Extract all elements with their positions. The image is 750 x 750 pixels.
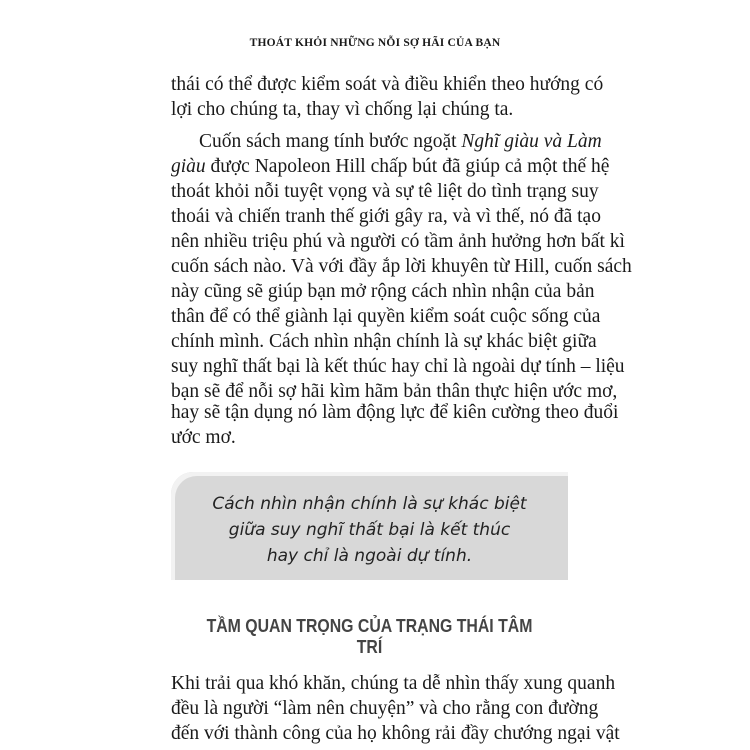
running-header: THOÁT KHỎI NHỮNG NỖI SỢ HÃI CỦA BẠN (249, 37, 501, 49)
book-title-italic: giàu (171, 156, 206, 177)
body-line: hay sẽ tận dụng nó làm động lực để kiên cường theo đuổi (171, 402, 619, 423)
body-line: ước mơ. (171, 427, 236, 448)
text-run: được Napoleon Hill chấp bút đã giúp cả một thế hệ (205, 156, 610, 177)
body-line (171, 154, 610, 179)
body-line: nên nhiều triệu phú và người có tầm ảnh hưởng hơn bất kì (171, 231, 625, 252)
body-line: cuốn sách nào. Và với đầy ắp lời khuyên từ Hill, cuốn sách (171, 256, 632, 277)
body-line: đều là người “làm nên chuyện” và cho rằng con đường (171, 698, 599, 719)
pull-quote-line: Cách nhìn nhận chính là sự khác biệt (212, 494, 527, 514)
section-heading: TẦM QUAN TRỌNG CỦA TRẠNG THÁI TÂM TRÍ (206, 616, 533, 657)
body-line (199, 129, 602, 154)
body-line: thoái và chiến tranh thế giới gây ra, và vì thế, nó đã tạo (171, 206, 601, 227)
body-line: này cũng sẽ giúp bạn mở rộng cách nhìn nhận của bản (171, 281, 595, 302)
body-line: bạn sẽ để nỗi sợ hãi kìm hãm bản thân thực hiện ước mơ, (171, 381, 618, 402)
pull-quote-line: hay chỉ là ngoài dự tính. (266, 546, 473, 566)
body-line: thân để có thể giành lại quyền kiểm soát cuộc sống của (171, 306, 601, 327)
book-title-italic: Nghĩ giàu và Làm (461, 131, 602, 152)
body-line: Khi trải qua khó khăn, chúng ta dễ nhìn thấy xung quanh (171, 673, 616, 694)
text-run: Cuốn sách mang tính bước ngoặt (199, 131, 462, 152)
body-line: thái có thể được kiểm soát và điều khiển theo hướng có (171, 74, 604, 95)
pull-quote-box (171, 472, 568, 580)
body-line: suy nghĩ thất bại là kết thúc hay chỉ là ngoài dự tính – liệu (171, 356, 625, 377)
body-line: đến với thành công của họ không rải đầy chướng ngại vật (171, 723, 620, 744)
body-line: chính mình. Cách nhìn nhận chính là sự khác biệt giữa (171, 331, 597, 352)
body-line: lợi cho chúng ta, thay vì chống lại chúng ta. (171, 99, 514, 120)
body-line: thoát khỏi nỗi tuyệt vọng và sự tê liệt do tình trạng suy (171, 181, 599, 202)
pull-quote-line: giữa suy nghĩ thất bại là kết thúc (228, 520, 511, 540)
